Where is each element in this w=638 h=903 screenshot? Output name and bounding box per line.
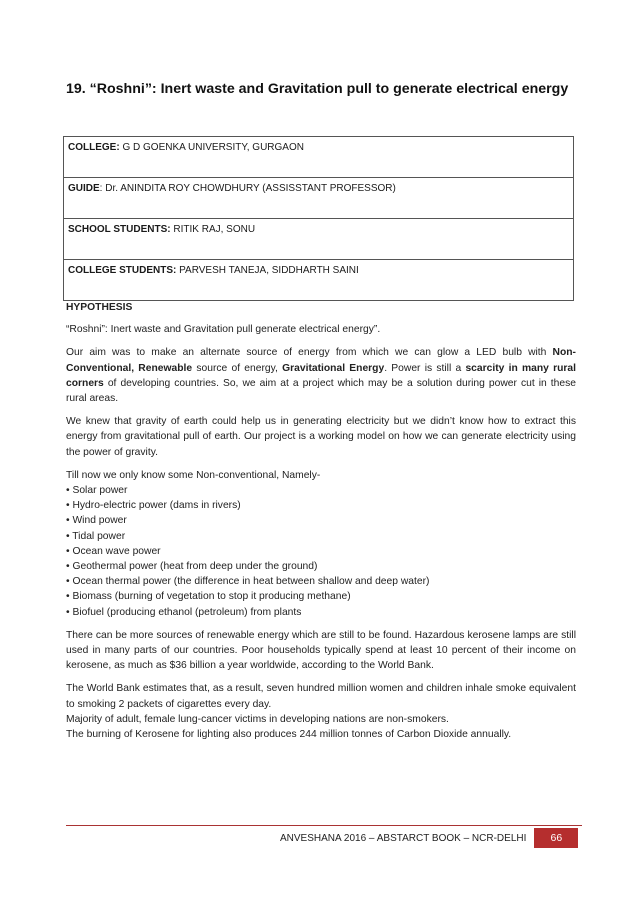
list-item: • Ocean thermal power (the difference in heat between shallow and deep water): [66, 576, 430, 588]
school-students-label: SCHOOL STUDENTS:: [68, 224, 171, 235]
project-info-table: [63, 136, 574, 301]
table-row: [64, 178, 574, 219]
college-students-cell: [64, 260, 574, 301]
college-students-label: COLLEGE STUDENTS:: [68, 265, 177, 276]
list-item: • Biomass (burning of vegetation to stop it producing methane): [66, 591, 351, 603]
list-item: • Ocean wave power: [66, 545, 161, 557]
list-item: • Wind power: [66, 515, 127, 527]
college-cell: [64, 137, 574, 178]
aim-text: Our aim was to make an alternate source of energy from which we can glow a LED bulb with: [66, 347, 553, 359]
table-row: [64, 137, 574, 178]
body-text: [66, 300, 576, 742]
college-label: COLLEGE:: [68, 142, 120, 153]
college-value: G D GOENKA UNIVERSITY, GURGAON: [119, 142, 304, 153]
hypothesis-quote: “Roshni”: Inert waste and Gravitation pull generate electrical energy”.: [66, 324, 381, 336]
list-item: • Tidal power: [66, 530, 126, 542]
aim-bold-gravitational: Gravitational Energy: [282, 362, 385, 374]
page-number: 66: [534, 828, 578, 848]
aim-text: of developing countries. So, we aim at a project which may be a solution during power cut in these rural areas.: [66, 377, 576, 405]
gravity-paragraph: We knew that gravity of earth could help us in generating electricity but we didn’t know how to extract this energy from gravitational pull of earth. Our project is a working model on how we can generate electricity using the power of gravity.: [66, 416, 576, 458]
table-row: [64, 219, 574, 260]
aim-paragraph: [66, 345, 576, 406]
kerosene-paragraph: There can be more sources of renewable energy which are still to be found. Hazardous kerosene lamps are still used in many parts of our countries. Poor households typically spend at least 10 percent of their income on kerosene, as much as $36 billion a year worldwide, according to the World Bank.: [66, 629, 576, 672]
school-students-cell: [64, 219, 574, 260]
page-title: 19. “Roshni”: Inert waste and Gravitation pull to generate electrical energy: [66, 81, 569, 97]
guide-cell: [64, 178, 574, 219]
aim-text: source of energy,: [192, 362, 283, 374]
college-students-value: PARVESH TANEJA, SIDDHARTH SAINI: [176, 265, 359, 276]
carbon-dioxide-paragraph: The burning of Kerosene for lighting also produces 244 million tonnes of Carbon Dioxide annually.: [66, 729, 512, 741]
table-row: [64, 260, 574, 301]
school-students-value: RITIK RAJ, SONU: [170, 224, 256, 235]
footer-text: ANVESHANA 2016 – ABSTARCT BOOK – NCR-DELHI: [280, 832, 527, 844]
guide-label: GUIDE: [68, 183, 100, 194]
guide-value: : Dr. ANINDITA ROY CHOWDHURY (ASSISSTANT PROFESSOR): [99, 183, 396, 194]
aim-bold-renewable: Non-Conventional, Renewable: [66, 347, 576, 374]
footer-divider: [66, 825, 582, 826]
lung-cancer-paragraph: Majority of adult, female lung-cancer victims in developing nations are non-smokers.: [66, 713, 449, 725]
list-intro: Till now we only know some Non-conventional, Namely-: [66, 469, 321, 481]
energy-source-list: [66, 483, 576, 620]
aim-text: . Power is still a: [384, 362, 466, 374]
list-item: • Biofuel (producing ethanol (petroleum) from plants: [66, 606, 302, 618]
list-item: • Hydro-electric power (dams in rivers): [66, 500, 241, 512]
aim-bold-scarcity: scarcity in many rural corners: [66, 362, 576, 389]
world-bank-paragraph: The World Bank estimates that, as a result, seven hundred million women and children inhale smoke equivalent to smoking 2 packets of cigarettes every day.: [66, 683, 576, 710]
list-item: • Solar power: [66, 485, 128, 497]
hypothesis-heading: HYPOTHESIS: [66, 302, 133, 313]
list-item: • Geothermal power (heat from deep under the ground): [66, 561, 318, 573]
page-footer: [280, 827, 578, 849]
